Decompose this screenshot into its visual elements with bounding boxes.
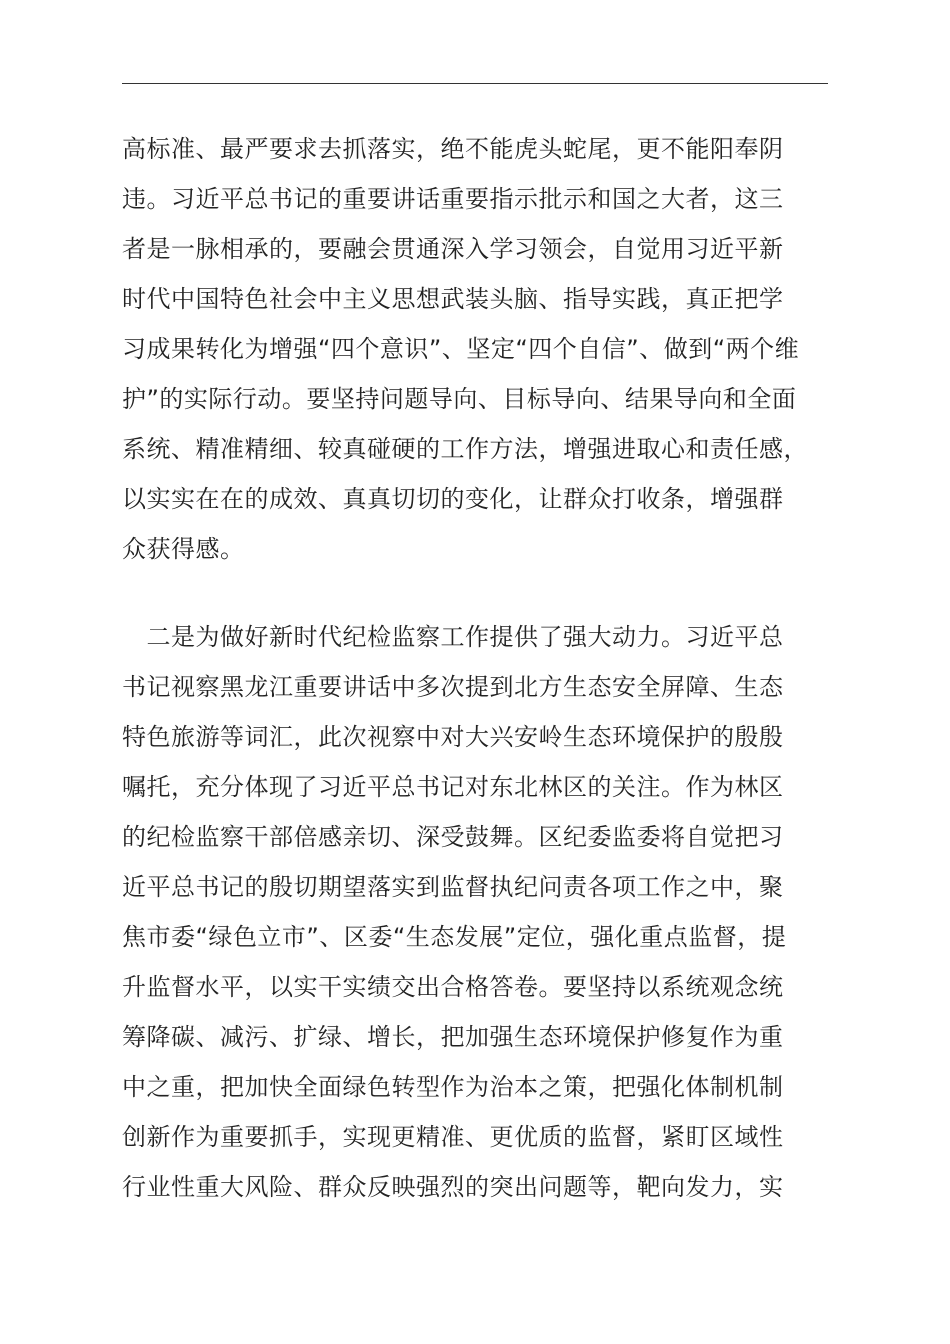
text-line: 高标准、最严要求去抓落实，绝不能虎头蛇尾，更不能阳奉阴 [122, 135, 784, 163]
text-line: 升监督水平，以实干实绩交出合格答卷。要坚持以系统观念统 [122, 973, 784, 1001]
text-line: 系统、精准精细、较真碰硬的工作方法，增强进取心和责任感， [122, 435, 808, 463]
text-line: 特色旅游等词汇，此次视察中对大兴安岭生态环境保护的殷殷 [122, 723, 784, 751]
text-line: 违。习近平总书记的重要讲话重要指示批示和国之大者，这三 [122, 185, 784, 213]
paragraph-gap [122, 574, 842, 612]
text-line: 习成果转化为增强“四个意识”、坚定“四个自信”、做到“两个维 [122, 335, 800, 363]
paragraph-1 [122, 124, 842, 574]
text-line: 书记视察黑龙江重要讲话中多次提到北方生态安全屏障、生态 [122, 673, 784, 701]
text-line: 焦市委“绿色立市”、区委“生态发展”定位，强化重点监督，提 [122, 923, 787, 951]
paragraph-2 [122, 612, 842, 1212]
text-line: 嘱托，充分体现了习近平总书记对东北林区的关注。作为林区 [122, 773, 784, 801]
text-line: 中之重，把加快全面绿色转型作为治本之策，把强化体制机制 [122, 1073, 784, 1101]
text-line: 者是一脉相承的，要融会贯通深入学习领会，自觉用习近平新 [122, 235, 784, 263]
text-line: 时代中国特色社会中主义思想武装头脑、指导实践，真正把学 [122, 285, 784, 313]
text-line: 近平总书记的殷切期望落实到监督执纪问责各项工作之中，聚 [122, 873, 784, 901]
text-line: 众获得感。 [122, 535, 245, 563]
text-line: 创新作为重要抓手，实现更精准、更优质的监督，紧盯区域性 [122, 1123, 784, 1151]
text-line: 二是为做好新时代纪检监察工作提供了强大动力。习近平总 [122, 623, 784, 651]
text-line: 以实实在在的成效、真真切切的变化，让群众打收条，增强群 [122, 485, 784, 513]
header-rule [122, 83, 828, 84]
text-line: 行业性重大风险、群众反映强烈的突出问题等，靶向发力，实 [122, 1173, 784, 1201]
body-text [122, 124, 842, 1212]
text-line: 护”的实际行动。要坚持问题导向、目标导向、结果导向和全面 [122, 385, 797, 413]
text-line: 的纪检监察干部倍感亲切、深受鼓舞。区纪委监委将自觉把习 [122, 823, 784, 851]
text-line: 筹降碳、减污、扩绿、增长，把加强生态环境保护修复作为重 [122, 1023, 784, 1051]
